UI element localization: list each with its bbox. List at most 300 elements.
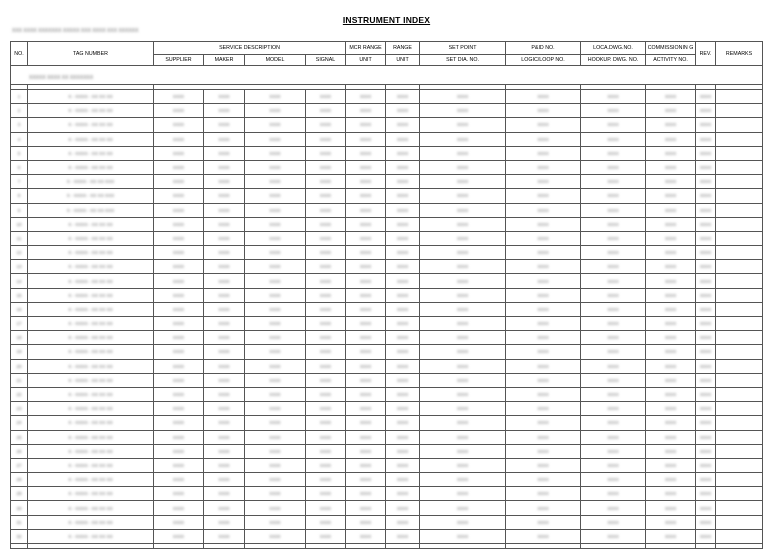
data-cell: XXXX bbox=[420, 529, 506, 543]
data-cell: XXXX bbox=[420, 302, 506, 316]
data-cell: XXXX bbox=[646, 146, 696, 160]
row-number: 21 bbox=[11, 373, 28, 387]
table-row bbox=[11, 90, 763, 104]
data-cell: XXXX bbox=[154, 416, 204, 430]
data-cell: XXXX bbox=[245, 104, 306, 118]
data-cell bbox=[716, 288, 763, 302]
data-cell: XXXX bbox=[581, 331, 646, 345]
tag-number-cell: X - XXXX - XX XX XX bbox=[28, 246, 154, 260]
data-cell: XXXX bbox=[696, 416, 716, 430]
data-cell: XXXX bbox=[420, 359, 506, 373]
tag-number-cell: X - XXXX - XX XX XX bbox=[28, 260, 154, 274]
data-cell bbox=[716, 359, 763, 373]
data-cell: XXXX bbox=[204, 416, 245, 430]
data-cell: XXXX bbox=[245, 345, 306, 359]
data-cell: XXXX bbox=[420, 146, 506, 160]
data-cell: XXXX bbox=[386, 373, 420, 387]
data-cell: XXXX bbox=[386, 160, 420, 174]
data-cell: XXXX bbox=[581, 473, 646, 487]
data-cell: XXXX bbox=[581, 359, 646, 373]
data-cell: XXXX bbox=[646, 345, 696, 359]
data-cell: XXXX bbox=[346, 160, 386, 174]
data-cell: XXXX bbox=[646, 359, 696, 373]
data-cell: XXXX bbox=[386, 288, 420, 302]
row-number: 29 bbox=[11, 487, 28, 501]
data-cell: XXXX bbox=[346, 302, 386, 316]
data-cell: XXXX bbox=[420, 515, 506, 529]
data-cell: XXXX bbox=[306, 260, 346, 274]
data-cell: XXXX bbox=[646, 302, 696, 316]
row-number: 24 bbox=[11, 416, 28, 430]
data-cell: XXXX bbox=[386, 217, 420, 231]
data-cell: XXXX bbox=[696, 402, 716, 416]
column-header-loca-dwg-no: LOCA.DWG.NO. bbox=[581, 42, 646, 55]
data-cell: XXXX bbox=[154, 189, 204, 203]
data-cell: XXXX bbox=[386, 118, 420, 132]
data-cell: XXXX bbox=[386, 473, 420, 487]
data-cell: XXXX bbox=[506, 146, 581, 160]
row-number: 10 bbox=[11, 217, 28, 231]
footer-cell bbox=[346, 544, 386, 549]
data-cell bbox=[716, 331, 763, 345]
column-header-maker: MAKER bbox=[204, 55, 245, 66]
data-cell: XXXX bbox=[154, 331, 204, 345]
table-row bbox=[11, 246, 763, 260]
table-row bbox=[11, 444, 763, 458]
data-cell: XXXX bbox=[420, 416, 506, 430]
data-cell: XXXX bbox=[386, 529, 420, 543]
data-cell: XXXX bbox=[696, 529, 716, 543]
data-cell: XXXX bbox=[245, 402, 306, 416]
data-cell: XXXX bbox=[506, 444, 581, 458]
data-cell: XXXX bbox=[346, 288, 386, 302]
data-cell: XXXX bbox=[346, 444, 386, 458]
data-cell bbox=[716, 345, 763, 359]
data-cell bbox=[716, 274, 763, 288]
data-cell: XXXX bbox=[204, 359, 245, 373]
data-cell: XXXX bbox=[646, 90, 696, 104]
table-row bbox=[11, 118, 763, 132]
data-cell: XXXX bbox=[581, 189, 646, 203]
data-cell bbox=[716, 175, 763, 189]
data-cell: XXXX bbox=[204, 515, 245, 529]
data-cell: XXXX bbox=[306, 118, 346, 132]
data-cell: XXXX bbox=[245, 317, 306, 331]
data-cell: XXXX bbox=[696, 175, 716, 189]
data-cell: XXXX bbox=[306, 217, 346, 231]
data-cell: XXXX bbox=[506, 189, 581, 203]
data-cell: XXXX bbox=[306, 402, 346, 416]
data-cell: XXXX bbox=[646, 430, 696, 444]
data-cell: XXXX bbox=[581, 104, 646, 118]
tag-number-cell: X - XXXX - XX XX XX bbox=[28, 359, 154, 373]
data-cell: XXXX bbox=[386, 359, 420, 373]
data-cell: XXXX bbox=[646, 260, 696, 274]
column-header-mcr-unit: UNIT bbox=[346, 55, 386, 66]
data-cell: XXXX bbox=[386, 146, 420, 160]
data-cell: XXXX bbox=[154, 260, 204, 274]
data-cell: XXXX bbox=[646, 473, 696, 487]
data-cell: XXXX bbox=[506, 90, 581, 104]
data-cell: XXXX bbox=[581, 458, 646, 472]
data-cell: XXXX bbox=[204, 402, 245, 416]
data-cell: XXXX bbox=[346, 345, 386, 359]
data-cell: XXXX bbox=[696, 203, 716, 217]
data-cell bbox=[716, 458, 763, 472]
data-cell bbox=[716, 160, 763, 174]
data-cell: XXXX bbox=[346, 402, 386, 416]
data-cell: XXXX bbox=[581, 529, 646, 543]
data-cell: XXXX bbox=[154, 302, 204, 316]
row-number: 23 bbox=[11, 402, 28, 416]
data-cell: XXXX bbox=[506, 402, 581, 416]
data-cell: XXXX bbox=[581, 501, 646, 515]
data-cell: XXXX bbox=[346, 317, 386, 331]
data-cell: XXXX bbox=[420, 231, 506, 245]
data-cell: XXXX bbox=[204, 288, 245, 302]
tag-number-cell: X - XXXX - XX XX XX bbox=[28, 231, 154, 245]
tag-number-cell: X - XXXX - XX XX XX bbox=[28, 317, 154, 331]
data-cell: XXXX bbox=[506, 104, 581, 118]
row-number: 2 bbox=[11, 104, 28, 118]
row-number: 13 bbox=[11, 260, 28, 274]
data-cell: XXXX bbox=[646, 387, 696, 401]
data-cell bbox=[716, 373, 763, 387]
data-cell: XXXX bbox=[306, 501, 346, 515]
data-cell: XXXX bbox=[506, 217, 581, 231]
table-row bbox=[11, 529, 763, 543]
data-cell: XXXX bbox=[306, 430, 346, 444]
table-row bbox=[11, 317, 763, 331]
data-cell: XXXX bbox=[646, 317, 696, 331]
data-cell: XXXX bbox=[204, 387, 245, 401]
column-header-pid-no: P&ID NO. bbox=[506, 42, 581, 55]
data-cell: XXXX bbox=[420, 458, 506, 472]
data-cell: XXXX bbox=[696, 359, 716, 373]
data-cell: XXXX bbox=[204, 175, 245, 189]
data-cell: XXXX bbox=[306, 529, 346, 543]
data-cell bbox=[716, 302, 763, 316]
row-number: 25 bbox=[11, 430, 28, 444]
table-row bbox=[11, 430, 763, 444]
column-header-model: MODEL bbox=[245, 55, 306, 66]
data-cell: XXXX bbox=[386, 501, 420, 515]
data-cell: XXXX bbox=[245, 444, 306, 458]
data-cell: XXXX bbox=[386, 175, 420, 189]
data-cell: XXXX bbox=[306, 231, 346, 245]
data-cell: XXXX bbox=[346, 132, 386, 146]
data-cell: XXXX bbox=[581, 231, 646, 245]
data-cell: XXXX bbox=[154, 444, 204, 458]
table-row bbox=[11, 373, 763, 387]
row-number: 31 bbox=[11, 515, 28, 529]
data-cell: XXXX bbox=[696, 430, 716, 444]
tag-number-cell: X - XXXX - XX XX XX bbox=[28, 331, 154, 345]
table-row bbox=[11, 175, 763, 189]
data-cell: XXXX bbox=[204, 430, 245, 444]
data-cell: XXXX bbox=[245, 529, 306, 543]
row-number: 32 bbox=[11, 529, 28, 543]
data-cell: XXXX bbox=[306, 160, 346, 174]
data-cell: XXXX bbox=[581, 246, 646, 260]
data-cell: XXXX bbox=[306, 90, 346, 104]
data-cell: XXXX bbox=[154, 473, 204, 487]
table-row bbox=[11, 302, 763, 316]
data-cell: XXXX bbox=[506, 274, 581, 288]
data-cell: XXXX bbox=[245, 288, 306, 302]
data-cell bbox=[716, 473, 763, 487]
data-cell: XXXX bbox=[581, 302, 646, 316]
data-cell: XXXX bbox=[306, 104, 346, 118]
data-cell: XXXX bbox=[420, 317, 506, 331]
tag-number-cell: X - XXXX - XX XX XX bbox=[28, 529, 154, 543]
data-cell: XXXX bbox=[420, 487, 506, 501]
data-cell: XXXX bbox=[696, 501, 716, 515]
row-number: 26 bbox=[11, 444, 28, 458]
data-cell: XXXX bbox=[245, 430, 306, 444]
column-header-service-description: SERVICE DESCRIPTION bbox=[154, 42, 346, 55]
tag-number-cell: X - XXXX - XX XX XX bbox=[28, 402, 154, 416]
tag-number-cell: X - XXXX - XX XX XX bbox=[28, 288, 154, 302]
row-number: 18 bbox=[11, 331, 28, 345]
table-row bbox=[11, 345, 763, 359]
data-cell: XXXX bbox=[204, 501, 245, 515]
footer-cell bbox=[716, 544, 763, 549]
data-cell: XXXX bbox=[696, 515, 716, 529]
data-cell: XXXX bbox=[245, 146, 306, 160]
tag-number-cell: X - XXXX - XX XX XX bbox=[28, 458, 154, 472]
data-cell: XXXX bbox=[646, 373, 696, 387]
data-cell: XXXX bbox=[420, 402, 506, 416]
data-cell: XXXX bbox=[506, 501, 581, 515]
data-cell: XXXX bbox=[204, 104, 245, 118]
data-cell: XXXX bbox=[245, 175, 306, 189]
data-cell: XXXX bbox=[306, 331, 346, 345]
data-cell: XXXX bbox=[154, 132, 204, 146]
data-cell: XXXX bbox=[154, 345, 204, 359]
data-cell: XXXX bbox=[245, 331, 306, 345]
data-cell: XXXX bbox=[204, 203, 245, 217]
data-cell: XXXX bbox=[245, 359, 306, 373]
tag-number-cell: X - XXXX - XX XX XX bbox=[28, 345, 154, 359]
data-cell: XXXX bbox=[581, 146, 646, 160]
table-row bbox=[11, 387, 763, 401]
tag-number-cell: X - XXXX - XX XX XX bbox=[28, 104, 154, 118]
data-cell: XXXX bbox=[506, 515, 581, 529]
column-header-range-unit: UNIT bbox=[386, 55, 420, 66]
data-cell: XXXX bbox=[646, 487, 696, 501]
row-number: 8 bbox=[11, 189, 28, 203]
data-cell bbox=[716, 444, 763, 458]
data-cell: XXXX bbox=[306, 359, 346, 373]
data-cell: XXXX bbox=[420, 189, 506, 203]
tag-number-cell: X - XXXX - XX XX XX bbox=[28, 501, 154, 515]
table-row bbox=[11, 473, 763, 487]
data-cell: XXXX bbox=[420, 331, 506, 345]
data-cell: XXXX bbox=[696, 331, 716, 345]
tag-number-cell: X - XXXX - XX XX XX bbox=[28, 217, 154, 231]
data-cell: XXXX bbox=[154, 175, 204, 189]
data-cell: XXXX bbox=[420, 175, 506, 189]
data-cell: XXXX bbox=[506, 231, 581, 245]
footer-cell bbox=[11, 544, 28, 549]
data-cell: XXXX bbox=[346, 373, 386, 387]
data-cell: XXXX bbox=[386, 302, 420, 316]
data-cell: XXXX bbox=[154, 373, 204, 387]
data-cell: XXXX bbox=[386, 317, 420, 331]
data-cell: XXXX bbox=[204, 458, 245, 472]
data-cell: XXXX bbox=[386, 487, 420, 501]
data-cell: XXXX bbox=[245, 473, 306, 487]
data-cell: XXXX bbox=[646, 246, 696, 260]
data-cell: XXXX bbox=[346, 146, 386, 160]
data-cell: XXXX bbox=[346, 387, 386, 401]
data-cell: XXXX bbox=[420, 246, 506, 260]
data-cell: XXXX bbox=[581, 118, 646, 132]
data-cell: XXXX bbox=[696, 90, 716, 104]
data-cell: XXXX bbox=[245, 416, 306, 430]
data-cell: XXXX bbox=[386, 231, 420, 245]
data-cell: XXXX bbox=[204, 487, 245, 501]
data-cell: XXXX bbox=[646, 231, 696, 245]
row-number: 20 bbox=[11, 359, 28, 373]
data-cell: XXXX bbox=[204, 317, 245, 331]
data-cell: XXXX bbox=[306, 203, 346, 217]
data-cell: XXXX bbox=[646, 118, 696, 132]
row-number: 30 bbox=[11, 501, 28, 515]
data-cell: XXXX bbox=[696, 317, 716, 331]
data-cell: XXXX bbox=[386, 458, 420, 472]
table-row bbox=[11, 274, 763, 288]
data-cell: XXXX bbox=[646, 515, 696, 529]
data-cell: XXXX bbox=[204, 345, 245, 359]
data-cell: XXXX bbox=[346, 104, 386, 118]
data-cell: XXXX bbox=[154, 387, 204, 401]
row-number: 6 bbox=[11, 160, 28, 174]
data-cell: XXXX bbox=[386, 416, 420, 430]
data-cell: XXXX bbox=[696, 458, 716, 472]
row-number: 17 bbox=[11, 317, 28, 331]
data-cell: XXXX bbox=[581, 515, 646, 529]
data-cell: XXXX bbox=[386, 189, 420, 203]
column-header-rev: REV. bbox=[696, 42, 716, 66]
data-cell: XXXX bbox=[506, 331, 581, 345]
data-cell: XXXX bbox=[506, 529, 581, 543]
data-cell: XXXX bbox=[204, 444, 245, 458]
data-cell: XXXX bbox=[696, 246, 716, 260]
data-cell: XXXX bbox=[581, 175, 646, 189]
data-cell: XXXX bbox=[420, 90, 506, 104]
data-cell: XXXX bbox=[245, 189, 306, 203]
data-cell bbox=[716, 501, 763, 515]
table-footer-row bbox=[11, 544, 763, 549]
tag-number-cell: X - XXXX - XX XX XXX bbox=[28, 189, 154, 203]
data-cell bbox=[716, 132, 763, 146]
data-cell: XXXX bbox=[346, 487, 386, 501]
data-cell: XXXX bbox=[245, 302, 306, 316]
column-header-hookup-dwg-no: HOOKUP. DWG. NO. bbox=[581, 55, 646, 66]
table-row bbox=[11, 231, 763, 245]
data-cell: XXXX bbox=[386, 90, 420, 104]
tag-number-cell: X - XXXX - XX XX XX bbox=[28, 387, 154, 401]
data-cell: XXXX bbox=[154, 203, 204, 217]
data-cell: XXXX bbox=[420, 288, 506, 302]
table-row bbox=[11, 104, 763, 118]
data-cell: XXXX bbox=[154, 231, 204, 245]
data-cell: XXXX bbox=[646, 501, 696, 515]
table-row bbox=[11, 217, 763, 231]
data-cell: XXXX bbox=[696, 132, 716, 146]
data-cell: XXXX bbox=[245, 458, 306, 472]
data-cell: XXXX bbox=[154, 359, 204, 373]
data-cell: XXXX bbox=[581, 317, 646, 331]
data-cell: XXXX bbox=[306, 189, 346, 203]
data-cell: XXXX bbox=[506, 288, 581, 302]
data-cell: XXXX bbox=[204, 132, 245, 146]
table-row bbox=[11, 331, 763, 345]
data-cell: XXXX bbox=[696, 473, 716, 487]
data-cell: XXXX bbox=[506, 487, 581, 501]
data-cell: XXXX bbox=[420, 387, 506, 401]
data-cell: XXXX bbox=[420, 444, 506, 458]
data-cell: XXXX bbox=[154, 118, 204, 132]
data-cell: XXXX bbox=[646, 402, 696, 416]
data-cell: XXXX bbox=[386, 246, 420, 260]
instrument-index-table bbox=[10, 41, 763, 549]
data-cell: XXXX bbox=[346, 189, 386, 203]
data-cell: XXXX bbox=[204, 189, 245, 203]
data-cell: XXXX bbox=[245, 160, 306, 174]
row-number: 1 bbox=[11, 90, 28, 104]
data-cell: XXXX bbox=[581, 274, 646, 288]
data-cell: XXXX bbox=[646, 160, 696, 174]
data-cell: XXXX bbox=[306, 175, 346, 189]
data-cell: XXXX bbox=[306, 473, 346, 487]
data-cell: XXXX bbox=[696, 302, 716, 316]
data-cell: XXXX bbox=[245, 217, 306, 231]
data-cell bbox=[716, 317, 763, 331]
data-cell: XXXX bbox=[506, 246, 581, 260]
data-cell: XXXX bbox=[696, 118, 716, 132]
data-cell: XXXX bbox=[506, 203, 581, 217]
column-header-tag-number: TAG NUMBER bbox=[28, 42, 154, 66]
data-cell: XXXX bbox=[204, 274, 245, 288]
data-cell bbox=[716, 146, 763, 160]
data-cell: XXXX bbox=[696, 444, 716, 458]
data-cell: XXXX bbox=[346, 416, 386, 430]
data-cell: XXXX bbox=[386, 387, 420, 401]
footer-cell bbox=[306, 544, 346, 549]
data-cell: XXXX bbox=[581, 217, 646, 231]
column-header-set-point: SET POINT bbox=[420, 42, 506, 55]
data-cell: XXXX bbox=[386, 515, 420, 529]
table-row bbox=[11, 402, 763, 416]
data-cell: XXXX bbox=[154, 217, 204, 231]
table-row bbox=[11, 132, 763, 146]
data-cell: XXXX bbox=[204, 529, 245, 543]
data-cell: XXXX bbox=[386, 345, 420, 359]
data-cell: XXXX bbox=[154, 430, 204, 444]
data-cell: XXXX bbox=[245, 260, 306, 274]
data-cell: XXXX bbox=[696, 288, 716, 302]
data-cell: XXXX bbox=[245, 246, 306, 260]
data-cell: XXXX bbox=[646, 189, 696, 203]
data-cell: XXXX bbox=[154, 317, 204, 331]
data-cell: XXXX bbox=[306, 487, 346, 501]
data-cell: XXXX bbox=[306, 444, 346, 458]
data-cell: XXXX bbox=[696, 260, 716, 274]
tag-number-cell: X - XXXX - XX XX XX bbox=[28, 473, 154, 487]
